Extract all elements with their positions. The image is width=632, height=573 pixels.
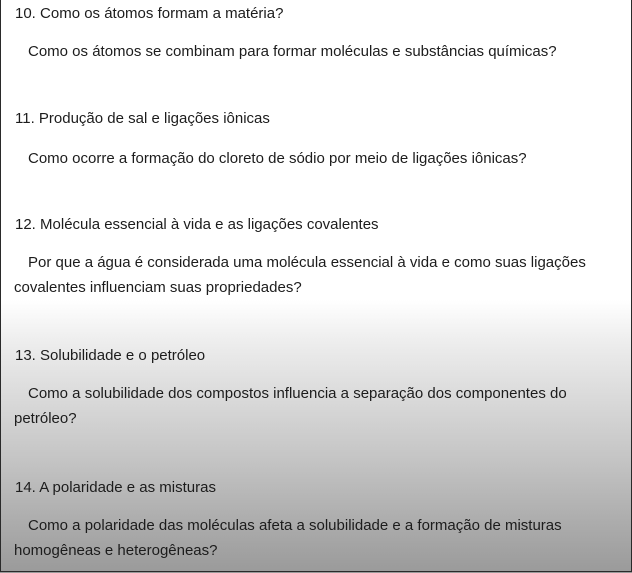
section-heading: 10. Como os átomos formam a matéria?: [15, 5, 284, 22]
section-heading: 11. Produção de sal e ligações iônicas: [15, 110, 270, 127]
section-question: Como a polaridade das moléculas afeta a solubilidade e a formação de misturas homogêneas e heterogêneas?: [14, 517, 562, 559]
section-heading: 12. Molécula essencial à vida e as ligações covalentes: [15, 216, 379, 233]
section-question: Por que a água é considerada uma molécula essencial à vida e como suas ligações covalentes influenciam suas propriedades?: [14, 254, 586, 296]
section-heading: 14. A polaridade e as misturas: [15, 479, 216, 496]
section-question: Como a solubilidade dos compostos influencia a separação dos componentes do petróleo?: [14, 385, 567, 427]
question-section-12: [0, 215, 630, 300]
question-section-13: [0, 346, 630, 431]
question-section-14: [0, 478, 630, 563]
question-section-11: [0, 109, 630, 171]
section-question: Como os átomos se combinam para formar moléculas e substâncias químicas?: [28, 43, 557, 60]
section-question: Como ocorre a formação do cloreto de sódio por meio de ligações iônicas?: [28, 150, 527, 167]
question-section-10: [0, 4, 630, 64]
section-heading: 13. Solubilidade e o petróleo: [15, 347, 206, 364]
